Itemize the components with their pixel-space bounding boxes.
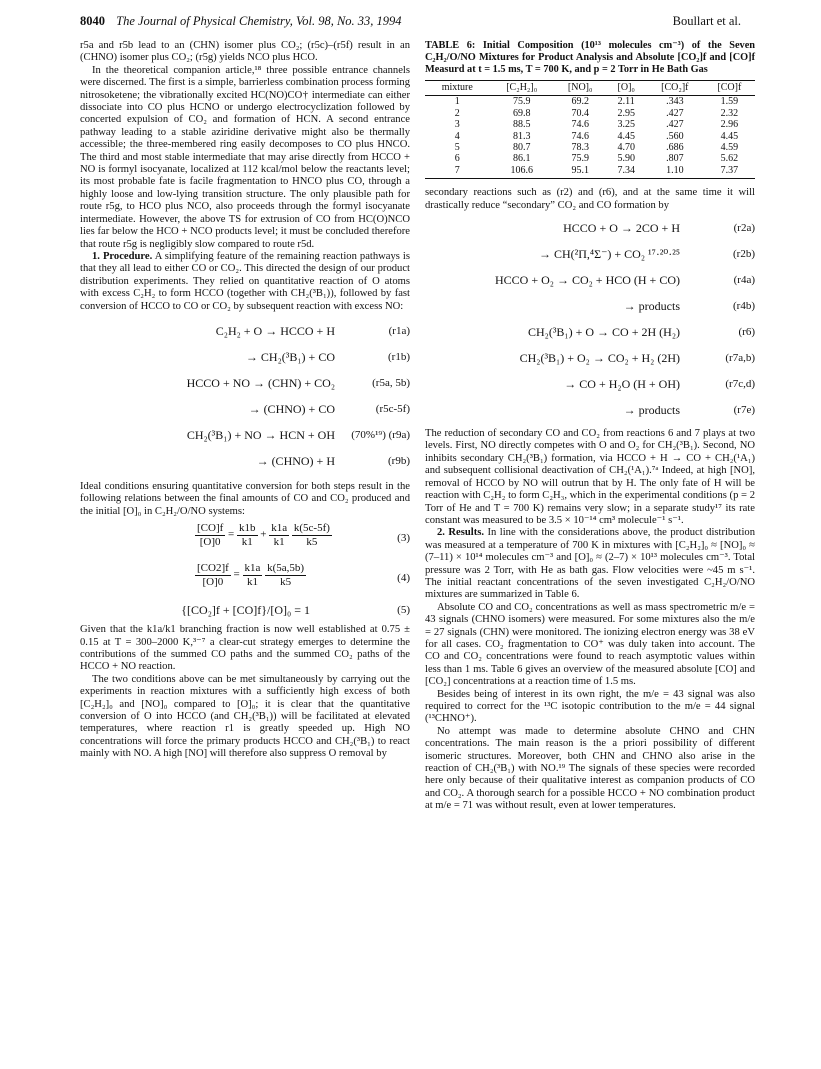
journal-title: The Journal of Physical Chemistry, Vol. 98, No. 33, 1994 <box>116 14 402 28</box>
paragraph: r5a and r5b lead to an (CHN) isomer plus CO₂; (r5c)–(r5f) result in an (CHNO) isomer plus CO₂; (r5g) yields NCO plus HCO. <box>80 40 410 64</box>
section-heading: 1. Procedure. <box>92 250 153 262</box>
table-cell: 74.6 <box>571 130 589 142</box>
equation-label: (r5a, 5b) <box>372 376 410 389</box>
table-row <box>425 153 755 164</box>
equation-body: HCCO + NO → (CHN) + CO₂ <box>186 375 335 390</box>
table-cell: 4.70 <box>617 142 635 154</box>
equation-label: (r1b) <box>388 350 410 363</box>
running-authors: Boullart et al. <box>672 14 741 28</box>
equation-body: C₂H₂ + O → HCCO + H <box>215 323 335 338</box>
paragraph: Ideal conditions ensuring quantitative conversion for both steps result in the following relations between the final amounts of CO and CO₂ produced and the initial [O]₀ in C₂H₂/O/NO systems: <box>80 480 410 517</box>
table-cell: 106.6 <box>490 165 554 179</box>
equation-label: (r7c,d) <box>725 378 755 391</box>
formula-3 <box>80 518 410 558</box>
composition-table <box>425 80 755 179</box>
table-cell: 4 <box>454 130 460 142</box>
table-caption: TABLE 6: Initial Composition (10¹³ molecules cm⁻³) of the Seven C₂H₂/O/NO Mixtures for Product Analysis and Absolute [CO₂]f and [CO]f Measurd at t = 1.5 ms, T = 700 K, and p = 2 Torr in He Bath Gas <box>425 40 755 75</box>
equation-label: (r2a) <box>733 222 755 235</box>
equation-body: → CO + H₂O (H + OH) <box>564 377 680 392</box>
table-cell: 5 <box>454 142 460 154</box>
reaction-equation <box>425 320 755 346</box>
equation-body: → (CHNO) + CO <box>248 401 335 416</box>
page-number: 8040 <box>80 14 105 28</box>
fraction: $\frac{[CO]f}{[O]0}$ <box>197 522 224 548</box>
paragraph: No attempt was made to determine absolute CHNO and CHN concentrations. The main reason is the a priori possibility of different isomeric structures. Moreover, both CHN and CHNO also arise in the reaction of CH₂(³B₁) with NO.¹⁹ The signals of these species were recorded here only because of their qualitative interest as companion products of CO and CO₂. A thorough search for a possible HCCO + NO combination product at m/e = 71 was without result, even at lower temperatures. <box>425 725 755 812</box>
table-cell: 5.62 <box>720 153 739 165</box>
table-cell: .560 <box>666 130 684 142</box>
paragraph <box>425 527 755 601</box>
equation-body: → CH₂(³B₁) + CO <box>245 349 335 364</box>
paragraph: Absolute CO and CO₂ concentrations as well as mass spectrometric m/e = 43 signals (CHNO isomers) were measured. For some mixtures also the m/e = 27 signals (CHN) were monitored. The ionizing electron energy was 38 eV for all cases. CO₂ fragmentation to CO⁺ was duly taken into account. The CO and CO₂ concentrations were found to reach asymptotic values within less than 1 ms. Table 6 gives an overview of the measured absolute [CO] and [CO₂] concentrations at a reaction time of 1.5 ms. <box>425 601 755 688</box>
table-cell: 69.8 <box>512 107 531 119</box>
table-cell: 7 <box>425 165 490 179</box>
table-cell: 75.9 <box>512 96 531 108</box>
table-row <box>425 131 755 142</box>
paragraph: In the theoretical companion article,¹⁸ three possible entrance channels were discerned. The first is a simple, barrierless combination process forming nitrosoketene; the vibrationally excited HC(NO)CO† intermediate can either dissociate into CO plus HCNO or undergo electrocyclization followed by concerted expulsion of CO₂ and formation of HCN. A second entrance pathway leading to a stable aziridine derivative might also be thermally accessible; the three-membered ring easily decomposes to CO plus HNCO. The third and most stable intermediate that may arise directly from HCCO + NO is formyl isocyanate, localized at 112 kcal/mol below the reactants level; its most probable fate is facile fragmentation to HNCO plus CO, through a highly loose and low-lying transition structure. The only plausible path for route r5g, to HCO plus NCO, also proceeds through the formyl isocyanate intermediate. However, the above TS for extrusion of CO from HC(O)NCO lies far below the HCO + NCO products level; it must be concluded therefore that route r5g is negligibly slow compared to route r5d. <box>80 64 410 250</box>
column-header: mixture <box>425 81 490 96</box>
fraction: $\frac{k1a}{k1}$ <box>271 522 288 548</box>
reaction-equation <box>425 346 755 372</box>
paragraph: The two conditions above can be met simultaneously by carrying out the experiments in reaction mixtures with a sufficiently high excess of both [C₂H₂]₀ and [NO]₀ compared to [O]₀; it is clear that the quantitative conversion of O into HCCO (and CH₂(³B₁)) will be facilitated at elevated temperatures, where reaction r1 is greatly speeded up. High NO concentrations will force the primary products HCCO and CH₂(³B₁) to react mainly with NO. A high [NO] will therefore also suppress O removal by <box>80 673 410 760</box>
fraction: $\frac{k1b}{k1}$ <box>239 522 256 548</box>
table-cell: 86.1 <box>512 153 531 165</box>
table-cell: .343 <box>666 96 684 108</box>
fraction: $\frac{k(5a,5b)}{k5}$ <box>267 562 305 588</box>
section-heading: 2. Results. <box>437 527 485 539</box>
table-cell: 69.2 <box>571 96 589 108</box>
equation-label: (r4b) <box>733 300 755 313</box>
reaction-equation <box>425 372 755 398</box>
table-cell: 4.59 <box>720 142 739 154</box>
table-cell: 2 <box>454 107 460 119</box>
table-row <box>425 165 755 179</box>
table-row <box>425 142 755 153</box>
fraction: $\frac{k(5c-5f)}{k5}$ <box>293 522 330 548</box>
equation-label: (r4a) <box>733 274 755 287</box>
equation-body: CH₂(³B₁) + O → CO + 2H (H₂) <box>527 325 680 340</box>
reaction-equation <box>80 371 410 397</box>
reaction-equation <box>80 397 410 423</box>
formula-4 <box>80 558 410 598</box>
reaction-equation <box>80 449 410 475</box>
equation-body: → products <box>623 403 680 418</box>
table-cell: 1 <box>454 96 460 108</box>
reaction-equation <box>425 398 755 424</box>
equation-body: → CH(²Π,⁴Σ⁻) + CO₂ ¹⁷·²⁰·²⁵ <box>538 247 680 262</box>
reaction-equation <box>80 319 410 345</box>
column-header: [CO]f <box>704 81 755 96</box>
table-cell: 95.1 <box>554 165 607 179</box>
fraction: $\frac{k1a}{k1}$ <box>244 562 261 588</box>
table-cell: 6 <box>454 153 460 165</box>
equation-body: → products <box>623 299 680 314</box>
table-cell: 5.90 <box>617 153 635 165</box>
equation-body: {[CO₂]f + [CO]f}/[O]₀ = 1 <box>181 603 310 618</box>
table-cell: 81.3 <box>512 130 531 142</box>
equation-body: CH₂(³B₁) + O₂ → CO₂ + H₂ (2H) <box>519 351 680 366</box>
reaction-equation <box>425 242 755 268</box>
paragraph: Given that the k1a/k1 branching fraction is now well established at 0.75 ± 0.15 at T = 300–2000 K,³⁻⁷ a clear-cut strategy emerges to determine the contributions of the summed CO paths and the summed CO₂ paths of the HCCO + NO reaction. <box>80 624 410 673</box>
table-row <box>425 108 755 119</box>
equation-label: (r2b) <box>733 248 755 261</box>
page-header <box>80 14 741 32</box>
column-header: [O]₀ <box>606 81 646 96</box>
equation-body: HCCO + O₂ → CO₂ + HCO (H + CO) <box>494 273 680 288</box>
table-cell: 70.4 <box>571 107 589 119</box>
table-cell: 2.11 <box>617 96 635 108</box>
table-cell: .427 <box>666 107 684 119</box>
table-cell: 7.34 <box>606 165 646 179</box>
equation-body: → (CHNO) + H <box>256 453 335 468</box>
column-header: [C₂H₂]₀ <box>490 81 554 96</box>
equation-label: (r1a) <box>388 324 410 337</box>
equation-label: (r7e) <box>733 404 755 417</box>
paragraph-text: In line with the considerations above, the product distribution was measured at a temperature of 700 K in mixtures with [C₂H₂]₀ ≈ [NO]₀ ≈ (7–11) × 10¹⁴ molecules cm⁻³ and [O]₀ ≈ (2–7) × 10¹³ molecules cm⁻³. Total pressure was 2 Torr, with He as bath gas. Flow velocities were ~45 m s⁻¹. The initial reactant concentrations of the seven investigated C₂H₂/O/NO mixtures are summarized in Table 6. <box>425 527 755 601</box>
table-row <box>425 96 755 108</box>
paragraph-text: A simplifying feature of the remaining reaction pathways is that they all lead to either CO or CO₂. This directed the design of our product distribution experiments. They relied on quantitative reaction of O atoms with excess C₂H₂ to form HCCO (together with CH₂(³B₁)), followed by fast conversion of HCCO to CO or CO₂ by subsequent reaction with excess NO: <box>80 250 410 312</box>
table-cell: 2.96 <box>720 119 739 131</box>
table-cell: .686 <box>666 142 684 154</box>
column-header: [NO]₀ <box>554 81 607 96</box>
reaction-equation <box>425 268 755 294</box>
right-column <box>425 40 755 813</box>
equation-label: (r7a,b) <box>725 352 755 365</box>
formula-body: $\frac{[CO]f}{[O]0}$ = $\frac{k1b}{k1}$ + $\frac{k1a}{k1}$ $\frac{k(5c-5f)}{k5}$ <box>197 522 330 548</box>
table-cell: 4.45 <box>720 130 739 142</box>
column-header: [CO₂]f <box>646 81 704 96</box>
equation-label: (r6) <box>738 326 755 339</box>
table-cell: 80.7 <box>512 142 531 154</box>
table-cell: 78.3 <box>571 142 589 154</box>
paragraph <box>80 251 410 313</box>
table-row <box>425 119 755 130</box>
table-header-row <box>425 81 755 96</box>
table-cell: .807 <box>666 153 684 165</box>
reaction-equation <box>80 423 410 449</box>
table-cell: 3 <box>454 119 460 131</box>
paragraph: secondary reactions such as (r2) and (r6), and at the same time it will drastically reduce “secondary” CO₂ and CO formation by <box>425 187 755 211</box>
reaction-equation <box>425 294 755 320</box>
table-cell: 74.6 <box>571 119 589 131</box>
table-cell: 75.9 <box>571 153 589 165</box>
formula-5 <box>80 598 410 624</box>
equation-label: (70%¹⁹) (r9a) <box>351 428 410 441</box>
table-cell: 1.59 <box>720 96 739 108</box>
table-cell: 4.45 <box>617 130 635 142</box>
equation-label: (r9b) <box>388 454 410 467</box>
paragraph: The reduction of secondary CO and CO₂ from reactions 6 and 7 plays at two levels. First, NO directly competes with O and O₂ for CH₂(³B₁). Second, NO inhibits secondary CH₂(³B₁) formation, via HCCO + H → CO + CH₂(¹A₁) and subsequent collisional deactivation of CH₂(¹A₁).⁷ᵃ Indeed, at high [NO], removal of HCCO by NO will outrun that by H. The only fate of H will be reaction with C₂H₂ to form C₂H₃, which in the experimental conditions (p = 2 Torr of He and T = 700 K) remains very slow; in a separate study¹⁷ its rate constant was measured to be 3.5 × 10⁻¹⁴ cm³ molecule⁻¹ s⁻¹. <box>425 428 755 526</box>
equation-body: HCCO + O → 2CO + H <box>563 221 680 236</box>
table-cell: 2.32 <box>720 107 739 119</box>
table-cell: 2.95 <box>617 107 635 119</box>
table-cell: .427 <box>666 119 684 131</box>
table-cell: 7.37 <box>704 165 755 179</box>
reaction-equation <box>425 216 755 242</box>
paragraph: Besides being of interest in its own right, the m/e = 43 signal was also required to correct for the ¹³C isotopic contribution to the m/e = 44 signal (¹³CHNO⁺). <box>425 688 755 725</box>
reaction-equation <box>80 345 410 371</box>
table-cell: 1.10 <box>646 165 704 179</box>
equation-label: (r5c-5f) <box>375 402 410 415</box>
left-column <box>80 40 410 761</box>
table-cell: 3.25 <box>617 119 635 131</box>
equation-label: (5) <box>397 604 410 617</box>
fraction: $\frac{[CO2]f}{[O]0}$ <box>197 562 229 588</box>
formula-body: $\frac{[CO2]f}{[O]0}$ = $\frac{k1a}{k1}$ $\frac{k(5a,5b)}{k5}$ <box>197 562 305 588</box>
equation-label: (4) <box>397 572 410 585</box>
equation-body: CH₂(³B₁) + NO → HCN + OH <box>186 427 335 442</box>
equation-label: (3) <box>397 532 410 545</box>
table-cell: 88.5 <box>512 119 531 131</box>
